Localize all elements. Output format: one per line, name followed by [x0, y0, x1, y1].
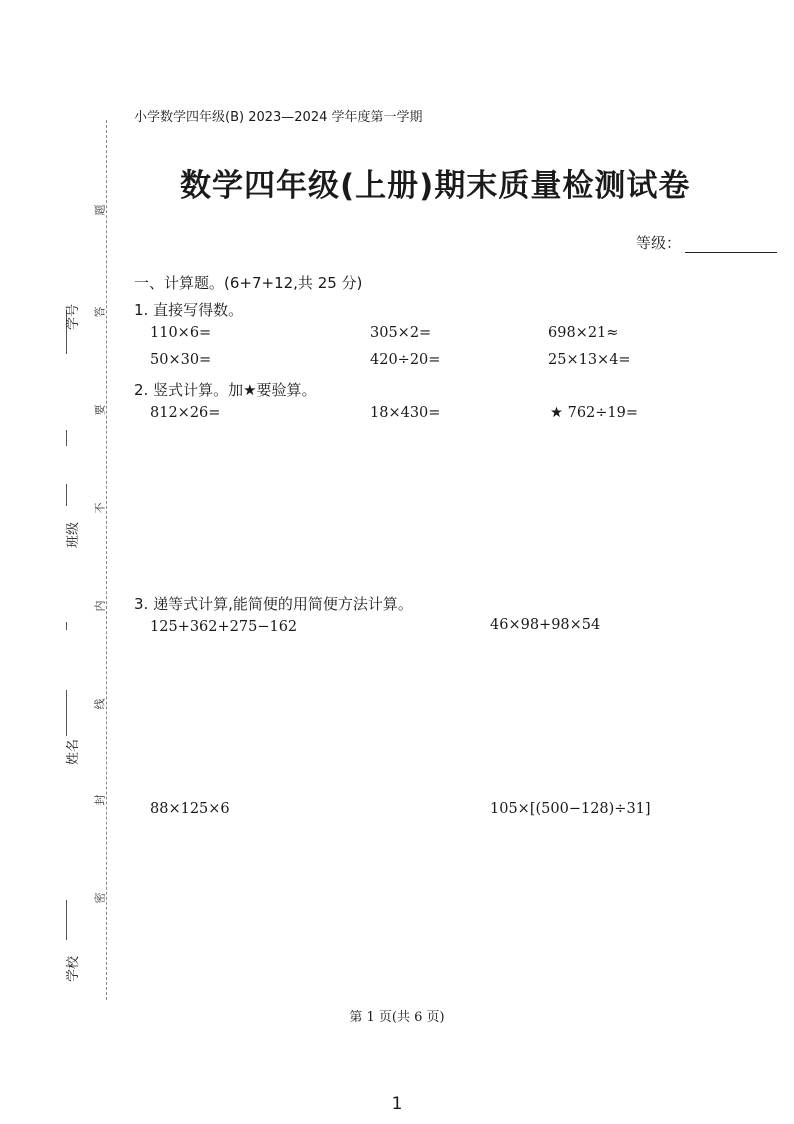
seal-char: 密: [93, 892, 107, 904]
problem: 88×125×6: [150, 801, 230, 817]
problem: 110×6=: [150, 325, 212, 341]
grade-blank: [685, 238, 777, 253]
problem: 50×30=: [150, 352, 212, 368]
problem: 18×430=: [370, 405, 441, 421]
student-id-label: 学号: [66, 303, 81, 330]
seal-char: 线: [93, 698, 107, 710]
class-label: 班级: [66, 521, 81, 548]
seal-char: 不: [93, 502, 107, 514]
page-number: 1: [391, 1094, 403, 1114]
page-info: 第 1 页(共 6 页): [349, 1010, 445, 1025]
problem: 812×26=: [150, 405, 221, 421]
seal-char: 要: [93, 404, 107, 416]
question-3-label: 3. 递等式计算,能简便的用简便方法计算。: [134, 595, 413, 613]
name-label: 姓名: [66, 738, 81, 765]
problem: 420÷20=: [370, 352, 441, 368]
problem: 46×98+98×54: [490, 617, 601, 633]
question-2-label: 2. 竖式计算。加★要验算。: [134, 381, 317, 399]
seal-char: 内: [93, 600, 107, 612]
seal-char: 答: [93, 306, 107, 318]
problem: 105×[(500−128)÷31]: [490, 801, 651, 817]
blank-segment: [66, 430, 67, 446]
problem: 25×13×4=: [548, 352, 631, 368]
seal-char: 封: [93, 794, 107, 806]
problem: ★ 762÷19=: [550, 405, 639, 421]
binding-dashed-line: [106, 120, 107, 1000]
name-blank: [66, 690, 67, 736]
blank-segment: [66, 622, 67, 630]
section-heading: 一、计算题。(6+7+12,共 25 分): [134, 274, 363, 292]
seal-char: 题: [93, 204, 107, 216]
page-title: 数学四年级(上册)期末质量检测试卷: [180, 168, 691, 204]
grade-label: 等级：: [636, 234, 682, 252]
problem: 305×2=: [370, 325, 432, 341]
school-label: 学校: [66, 955, 81, 982]
school-blank: [66, 900, 67, 940]
problem: 125+362+275−162: [150, 619, 298, 635]
question-1-label: 1. 直接写得数。: [134, 301, 244, 319]
grade-field: [636, 232, 777, 253]
class-blank: [66, 484, 67, 506]
problem: 698×21≈: [548, 325, 619, 341]
exam-subtitle: 小学数学四年级(B) 2023—2024 学年度第一学期: [134, 110, 423, 125]
